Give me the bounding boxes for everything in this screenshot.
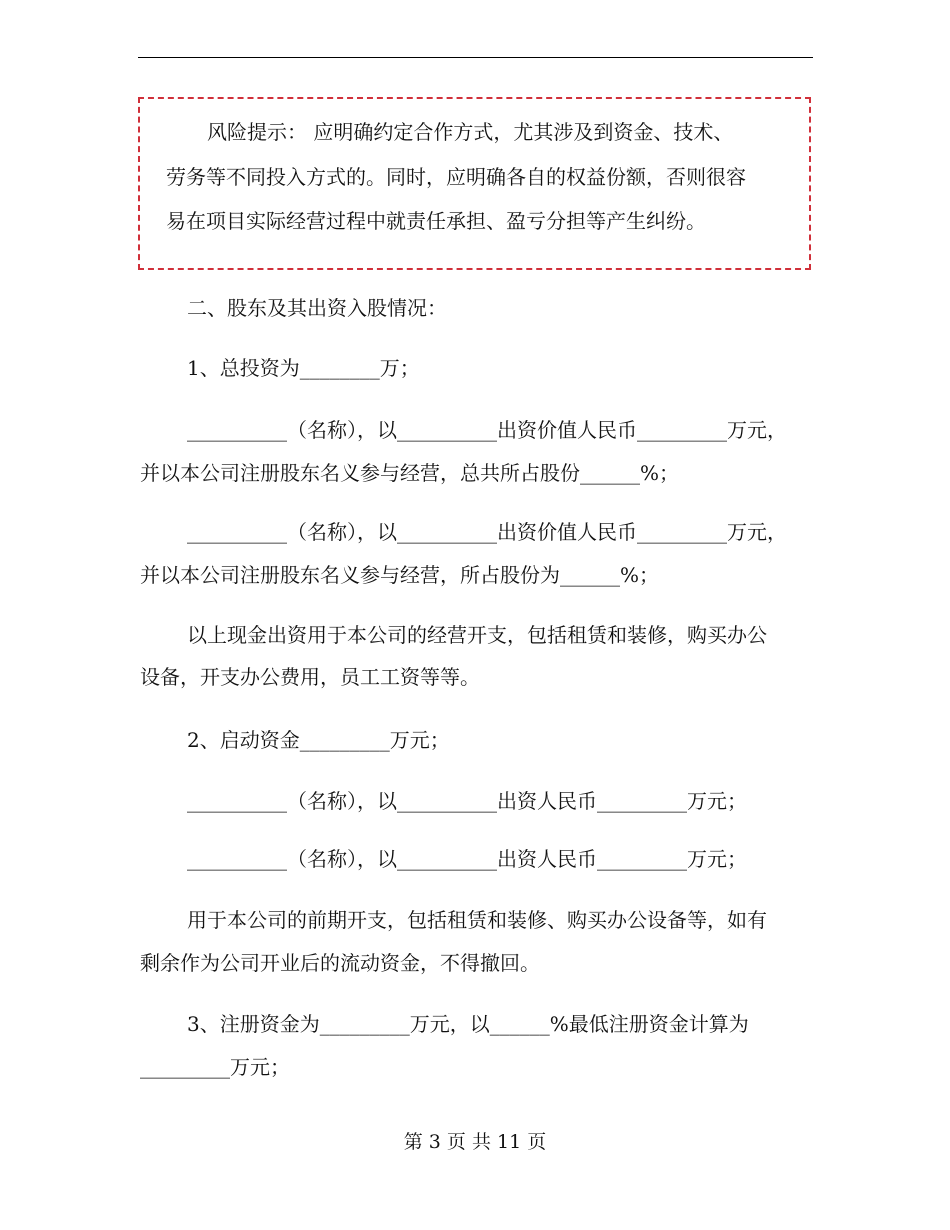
- startup-use-line-2: 剩余作为公司开业后的流动资金，不得撤回。: [140, 951, 540, 975]
- registered-capital-line-1: 3、注册资金为_________万元，以______%最低注册资金计算为: [187, 1012, 749, 1036]
- shareholder-2-line-1: __________（名称），以__________出资价值人民币_________万元，: [187, 520, 787, 544]
- total-investment-line: 1、总投资为________万；: [187, 356, 420, 380]
- startup-funds-line: 2、启动资金_________万元；: [187, 728, 450, 752]
- page-number: 第 3 页 共 11 页: [403, 1131, 547, 1153]
- cash-use-line-1: 以上现金出资用于本公司的经营开支，包括租赁和装修，购买办公: [187, 623, 767, 647]
- risk-notice-line-3: 易在项目实际经营过程中就责任承担、盈亏分担等产生纠纷。: [166, 209, 706, 233]
- header-rule: [138, 57, 813, 58]
- startup-shareholder-2: __________（名称），以__________出资人民币_________万元；: [187, 847, 747, 871]
- shareholder-1-line-2: 并以本公司注册股东名义参与经营，总共所占股份______%；: [140, 461, 680, 485]
- risk-notice-line-2: 劳务等不同投入方式的。同时，应明确各自的权益份额，否则很容: [166, 165, 746, 189]
- shareholder-1-line-1: __________（名称），以__________出资价值人民币_________万元，: [187, 418, 787, 442]
- cash-use-line-2: 设备，开支办公费用，员工工资等等。: [140, 665, 480, 689]
- risk-notice-line-1: 风险提示： 应明确约定合作方式，尤其涉及到资金、技术、: [207, 120, 734, 144]
- section-heading: 二、股东及其出资入股情况：: [187, 296, 447, 320]
- shareholder-2-line-2: 并以本公司注册股东名义参与经营，所占股份为______%；: [140, 563, 660, 587]
- startup-shareholder-1: __________（名称），以__________出资人民币_________万元；: [187, 789, 747, 813]
- startup-use-line-1: 用于本公司的前期开支，包括租赁和装修、购买办公设备等，如有: [187, 908, 767, 932]
- registered-capital-line-2: _________万元；: [140, 1055, 290, 1079]
